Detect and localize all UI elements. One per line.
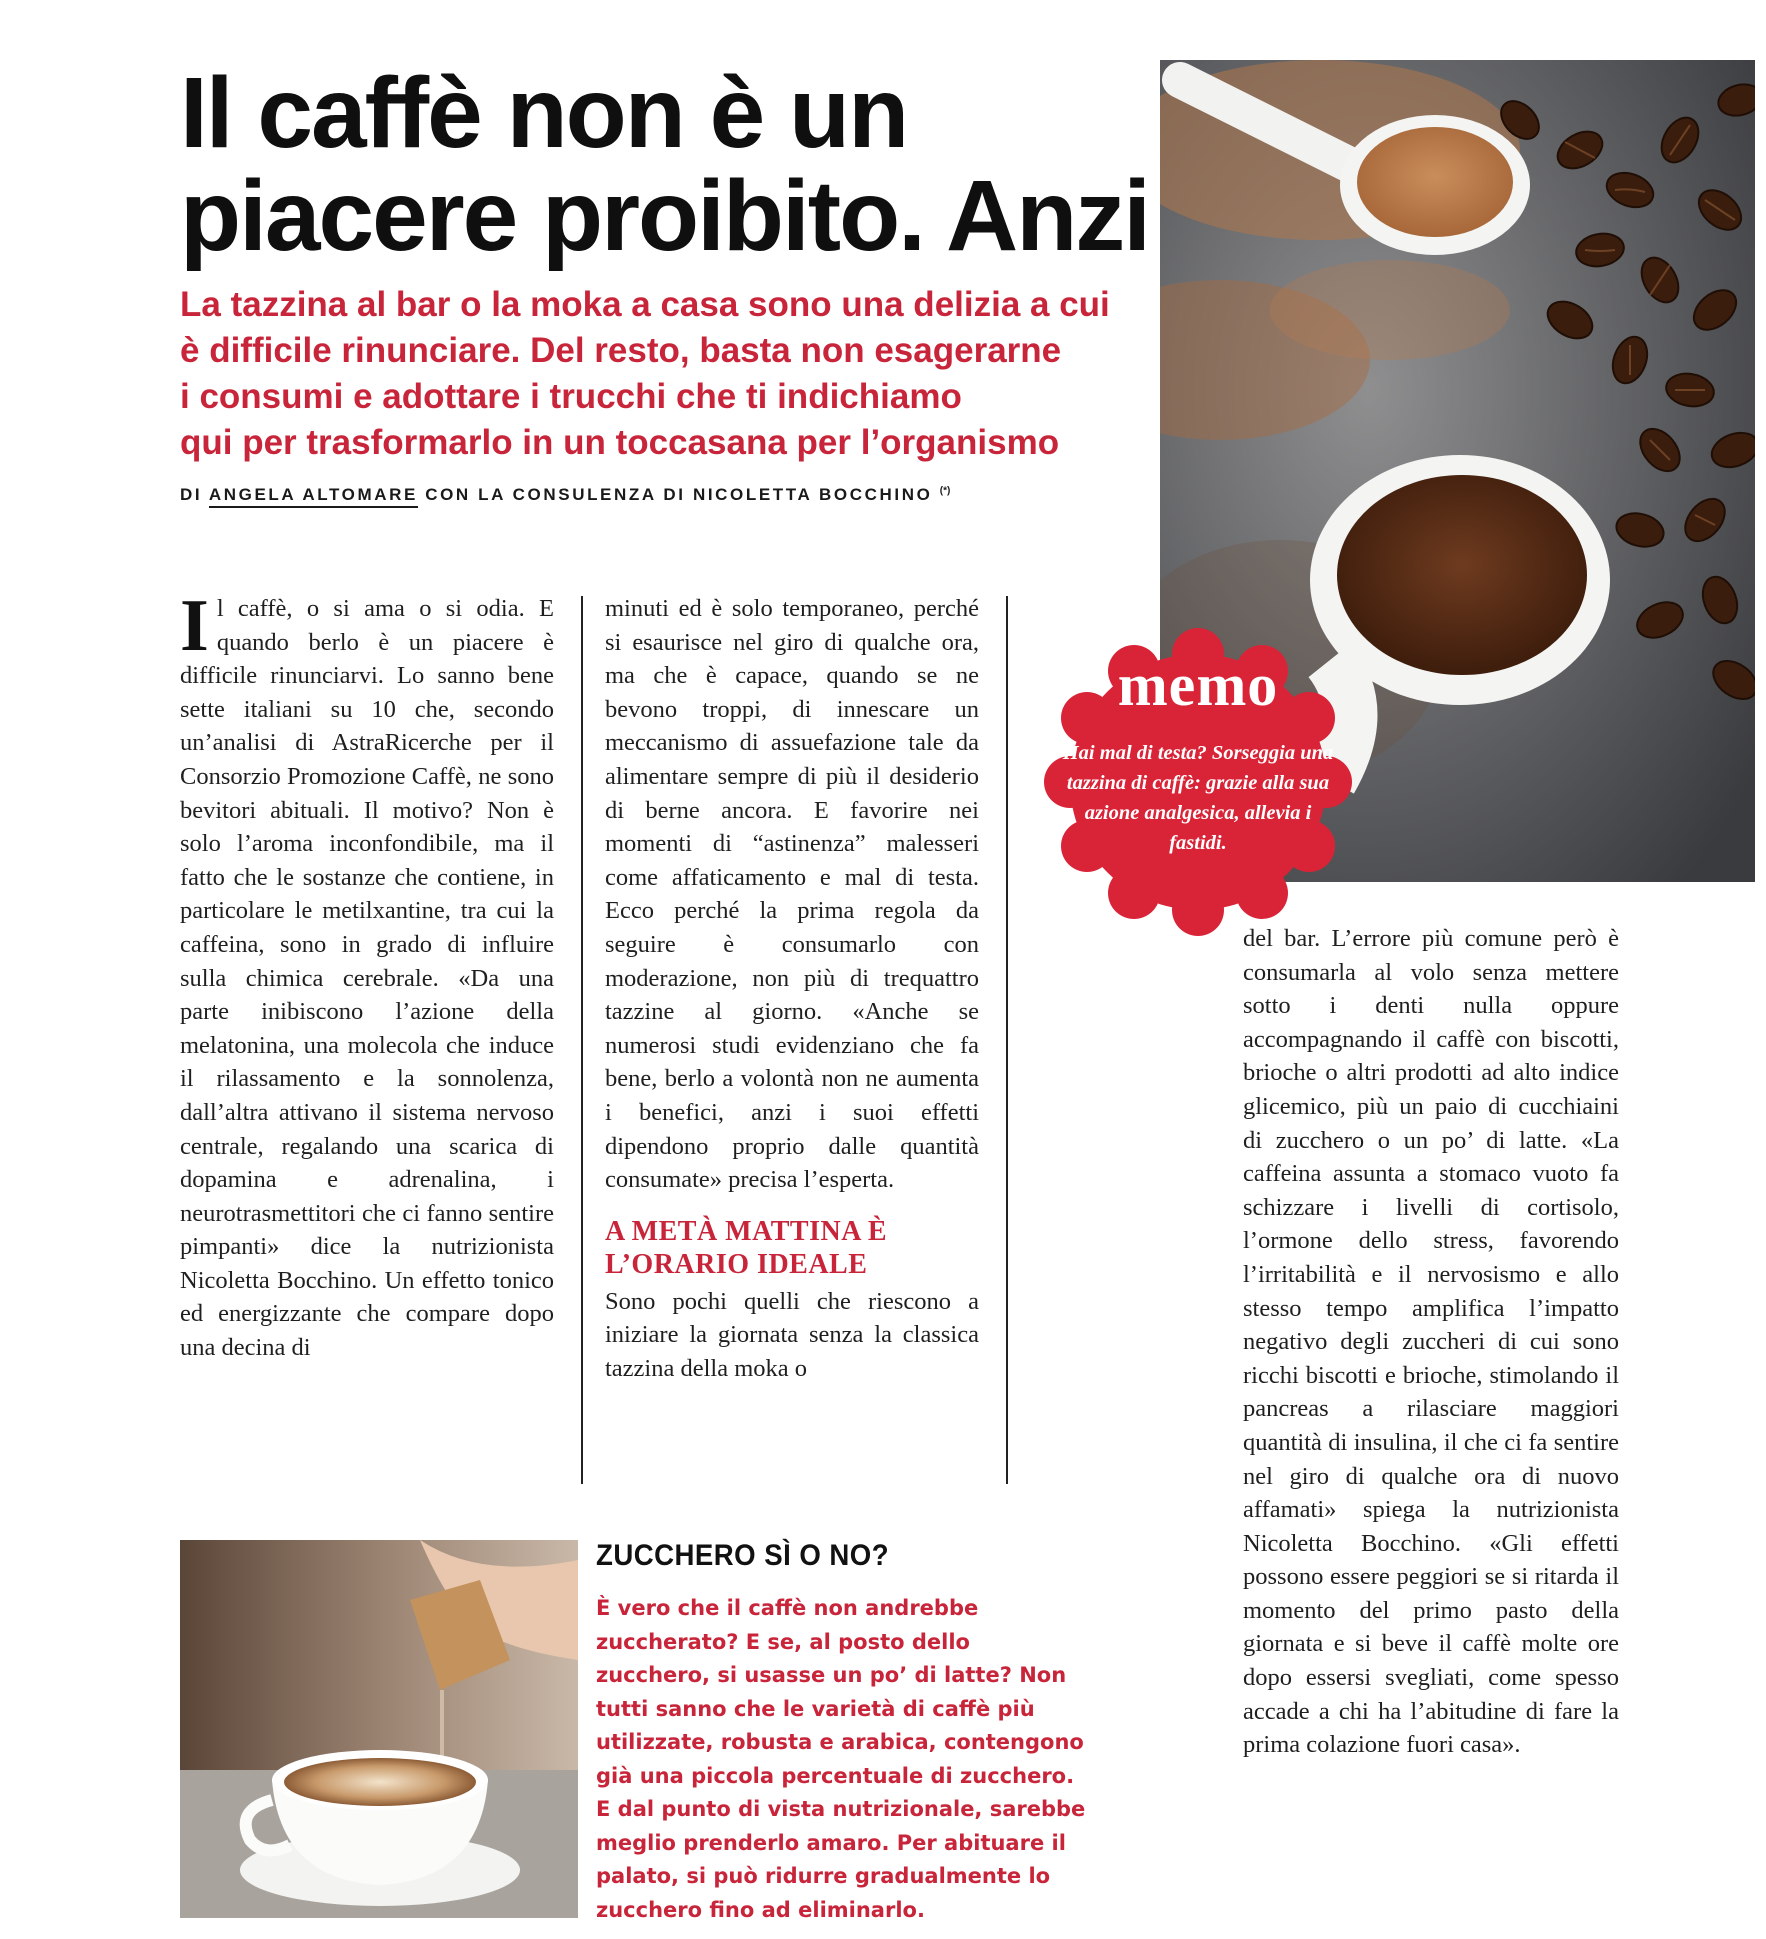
sugar-line: zucchero fino ad eliminarlo. [596, 1897, 925, 1922]
sugar-line: E dal punto di vista nutrizionale, sarebbe [596, 1797, 1086, 1821]
subheading-line-1: A METÀ MATTINA È [605, 1215, 888, 1247]
headline-line-1: Il caffè non è un [180, 57, 908, 169]
sugar-box-text [596, 1592, 1226, 1927]
sugar-line: palato, si può ridurre gradualmente lo [596, 1864, 1051, 1888]
sugar-line: zucchero, si usasse un po’ di latte? Non [596, 1663, 1067, 1687]
byline-consultant: CON LA CONSULENZA DI NICOLETTA BOCCHINO [417, 485, 940, 504]
deck-line-2: è difficile rinunciare. Del resto, basta non esagerarne [180, 331, 1062, 370]
column-divider [581, 596, 583, 1484]
headline [180, 57, 1160, 272]
body-text-1: l caffè, o si ama o si odia. E quando berlo è un piacere è difficile rinunciarvi. Lo sanno bene sette italiani su 10 che, secondo un’analisi di AstraRicerche per il Consorzio Promozione Caffè, ne sono bevitori abituali. Il motivo? Non è solo l’aroma inconfondibile, ma il fatto che le sostanze che contiene, in particolare le metilxantine, tra cui la caffeina, sono in grado di influire sulla chimica cerebrale. «Da una parte inibiscono l’azione della melatonina, una molecola che induce il rilassamento e la sonnolenza, dall’altra attivano il sistema nervoso centrale, regalando una scarica di dopamina e adrenalina, i neurotrasmettitori che ci fanno sentire pimpanti» dice la nutrizionista Nicoletta Bocchino. Un effetto tonico ed energizzante che compare dopo una decina di [180, 595, 554, 1362]
drop-cap: I [180, 592, 209, 667]
body-column-3 [1243, 922, 1619, 1922]
byline-prefix: DI [180, 485, 209, 504]
column-divider [1006, 596, 1008, 1484]
cappuccino-photo [180, 1540, 578, 1918]
sugar-line: tutti sanno che le varietà di caffè più [596, 1696, 1035, 1721]
sugar-line: già una piccola percentuale di zucchero. [596, 1763, 1075, 1788]
byline-note-mark: (*) [939, 485, 951, 497]
headline-line-2: piacere proibito. Anzi [180, 160, 1150, 272]
subheading-line-2: L’ORARIO IDEALE [605, 1248, 868, 1280]
sugar-line: utilizzate, robusta e arabica, contengono [596, 1730, 1084, 1754]
body-paragraph-2: minuti ed è solo temporaneo, perché si esaurisce nel giro di qualche ora, ma che è capace, quando se ne bevono troppi, di innescare un meccanismo di assuefazione tale da alimentare sempre di più il desiderio di berne ancora. E favorire nei momenti di “astinenza” malesseri come affaticamento e mal di testa. Ecco perché la prima regola da seguire è consumarlo con moderazione, non più di trequattro tazzine al giorno. «Anche se numerosi studi evidenziano che fa bene, berlo a volontà non ne aumenta i benefici, anzi i suoi effetti dipendono proprio dalle quantità consumate» precisa l’esperta. [605, 595, 979, 1194]
subheading [605, 1215, 979, 1281]
byline-author: ANGELA ALTOMARE [209, 485, 418, 508]
body-paragraph-3: Sono pochi quelli che riescono a iniziare la giornata senza la classica tazzina della moka o [605, 1287, 979, 1382]
body-column-2 [605, 592, 979, 1492]
memo-title: memo [1117, 652, 1279, 718]
sugar-line: zuccherato? E se, al posto dello [596, 1629, 970, 1654]
deck-line-3: i consumi e adottare i trucchi che ti indichiamo [180, 377, 962, 416]
byline [180, 485, 1080, 505]
body-paragraph-4: del bar. L’errore più comune però è consumarla al volo senza mettere sotto i denti nulla oppure accompagnando il caffè con biscotti, brioche o altri prodotti ad alto indice glicemico, più un paio di cucchiaini di zucchero o un po’ di latte. «La caffeina assunta a stomaco vuoto fa schizzare i livelli di cortisolo, l’ormone dello stress, favorendo l’irritabilità e il nervosismo e allo stesso tempo amplifica l’impatto negativo degli zuccheri di cui sono ricchi biscotti e brioche, stimolando il pancreas a rilasciare maggiori quantità di insulina, il che ci fa sentire nel giro di qualche ora di nuovo affamati» spiega la nutrizionista Nicoletta Bocchino. «Gli effetti possono essere peggiori se si ritarda il momento del primo pasto della giornata e si beve il caffè molte ore dopo essersi svegliati, come spesso accade a chi ha l’abitudine di fare la prima colazione fuori casa». [1243, 925, 1619, 1759]
article-deck [180, 282, 1140, 466]
sugar-box-title: ZUCCHERO SÌ O NO? [596, 1539, 890, 1572]
body-column-1 [180, 592, 554, 1492]
deck-line-1: La tazzina al bar o la moka a casa sono una delizia a cui [180, 285, 1110, 324]
sugar-line: meglio prenderlo amaro. Per abituare il [596, 1830, 1066, 1855]
sugar-line: È vero che il caffè non andrebbe [596, 1596, 979, 1620]
memo-text: Hai mal di testa? Sorseggia una tazzina di caffè: grazie alla sua azione analgesica, allevia i fastidi. [1062, 742, 1334, 854]
deck-line-4: qui per trasformarlo in un toccasana per l’organismo [180, 423, 1060, 462]
body-paragraph-1 [180, 592, 554, 1365]
